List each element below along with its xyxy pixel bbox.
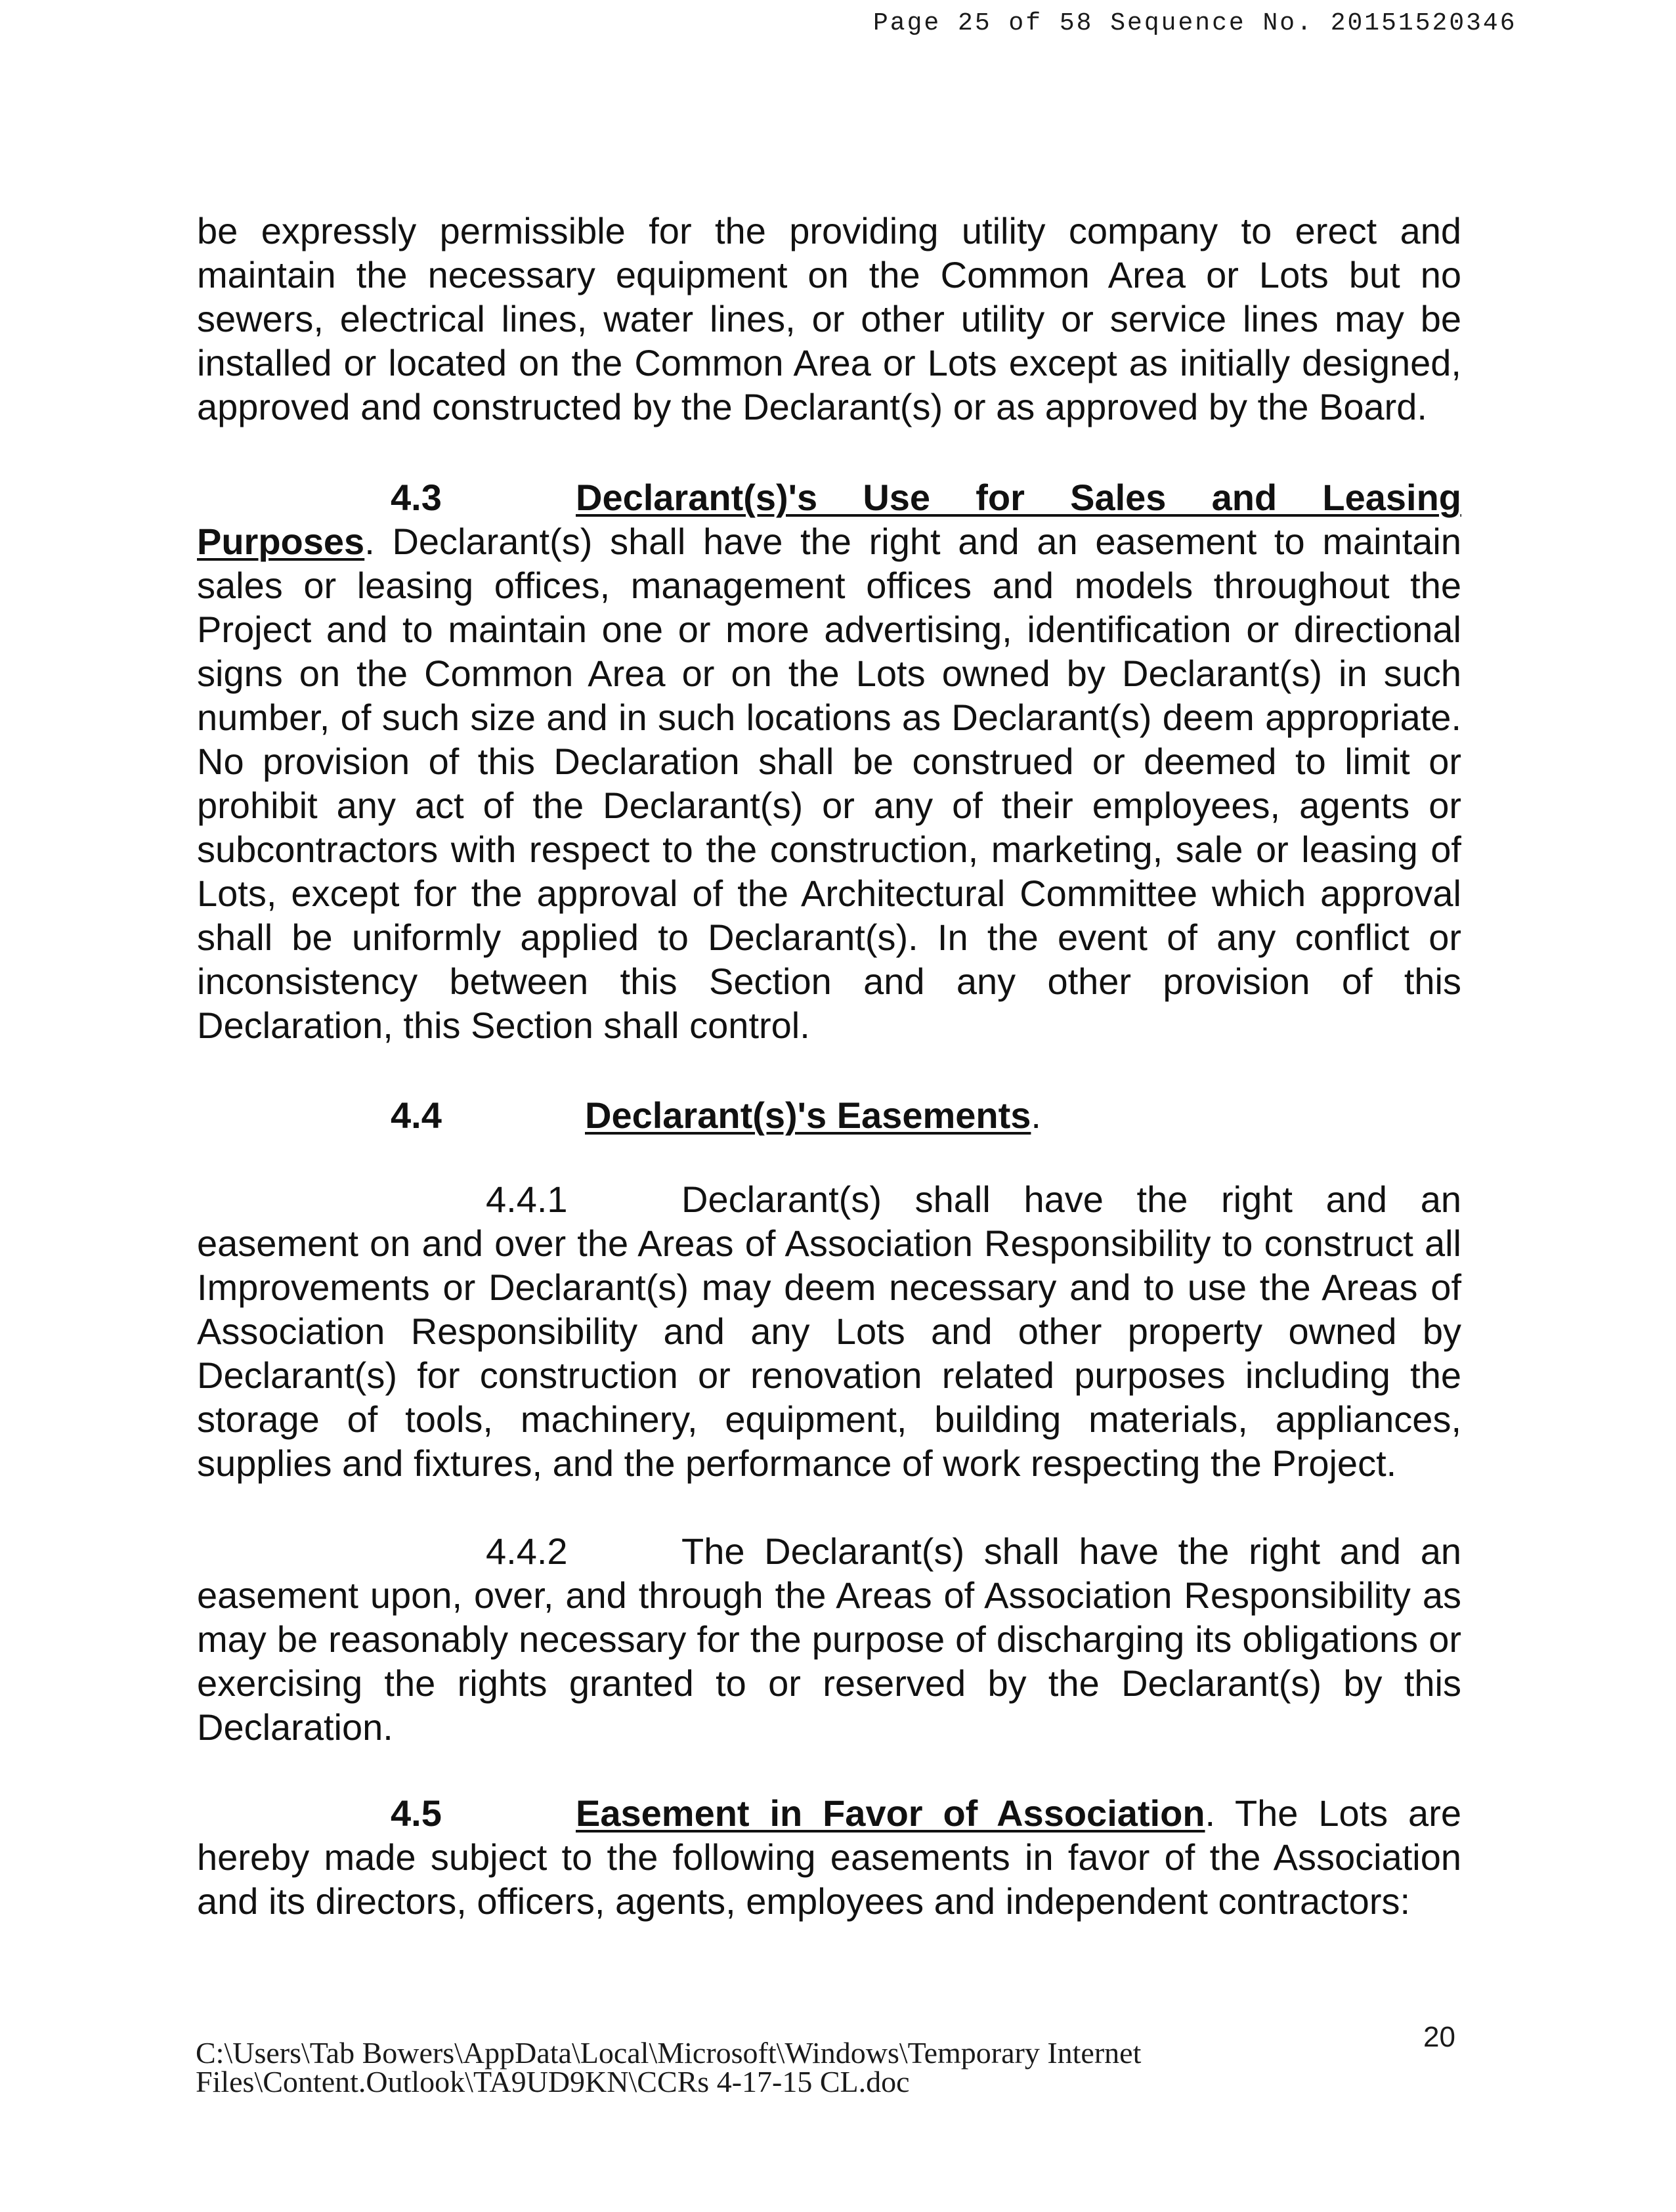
section-number: 4.4 (391, 1095, 442, 1136)
section-4-4-1 (197, 1177, 1461, 1485)
section-body: . Declarant(s) shall have the right and an easement to maintain sales or leasing offices, management offices and models throughout the Project and to maintain one or more advertising, identification or directional signs on the Common Area or on the Lots owned by Declarant(s) in such number, of such size and in such locations as Declarant(s) deem appropriate. No provision of this Declaration shall be construed or deemed to limit or prohibit any act of the Declarant(s) or any of their employees, agents or subcontractors with respect to the construction, marketing, sale or leasing of Lots, except for the approval of the Architectural Committee which approval shall be uniformly applied to Declarant(s). In the event of any conflict or inconsistency between this Section and any other provision of this Declaration, this Section shall control. (197, 521, 1461, 1046)
section-4-4-1-paragraph (197, 1177, 1461, 1485)
section-number: 4.5 (391, 1792, 442, 1834)
section-4-4 (197, 1093, 1461, 1137)
section-4-5 (197, 1791, 1461, 1923)
section-4-4-2-paragraph (197, 1529, 1461, 1749)
section-number: 4.3 (391, 477, 442, 518)
paragraph-utility-easement (197, 209, 1461, 429)
section-4-5-paragraph (197, 1791, 1461, 1923)
section-4-3 (197, 475, 1461, 1047)
page-number: 20 (1423, 2021, 1455, 2053)
section-body: . The Lots are hereby made subject to the following easements in favor of the Association and its directors, officers, agents, employees and independent contractors: (197, 1792, 1461, 1922)
section-heading: Declarant(s)'s Use for Sales and Leasing (576, 477, 1461, 518)
subsection-body: Declarant(s) shall have the right and an easement on and over the Areas of Association Responsibility to construct all Improvements or Declarant(s) may deem necessary and to use the Areas of Association Responsibility and any Lots and other property owned by Declarant(s) for construction or renovation related purposes including the storage of tools, machinery, equipment, building materials, appliances, supplies and fixtures, and the performance of work respecting the Project. (197, 1179, 1461, 1484)
file-path-line-2: Files\Content.Outlook\TA9UD9KN\CCRs 4-17-15 CL.doc (196, 2065, 910, 2098)
heading-period: . (1031, 1095, 1041, 1136)
section-4-4-2 (197, 1529, 1461, 1749)
section-4-3-paragraph (197, 475, 1461, 1047)
section-heading: Easement in Favor of Association (576, 1792, 1205, 1834)
subsection-number: 4.4.1 (486, 1179, 568, 1220)
section-heading-continued: Purposes (197, 521, 365, 562)
paragraph-text: be expressly permissible for the providing utility company to erect and maintain the necessary equipment on the Common Area or Lots but no sewers, electrical lines, water lines, or other utility or service lines may be installed or located on the Common Area or Lots except as initially designed, approved and constructed by the Declarant(s) or as approved by the Board. (197, 210, 1461, 427)
page-sequence-header: Page 25 of 58 Sequence No. 20151520346 (873, 9, 1517, 37)
file-path-line-1: C:\Users\Tab Bowers\AppData\Local\Microsoft\Windows\Temporary Internet (196, 2036, 1142, 2070)
section-4-4-heading (197, 1093, 1461, 1137)
footer-file-path (196, 2036, 1142, 2098)
subsection-number: 4.4.2 (486, 1530, 568, 1572)
section-heading: Declarant(s)'s Easements (585, 1095, 1031, 1136)
subsection-body: The Declarant(s) shall have the right and an easement upon, over, and through the Areas of Association Responsibility as may be reasonably necessary for the purpose of discharging its obligations or exercising the rights granted to or reserved by the Declarant(s) by this Declaration. (197, 1530, 1461, 1748)
